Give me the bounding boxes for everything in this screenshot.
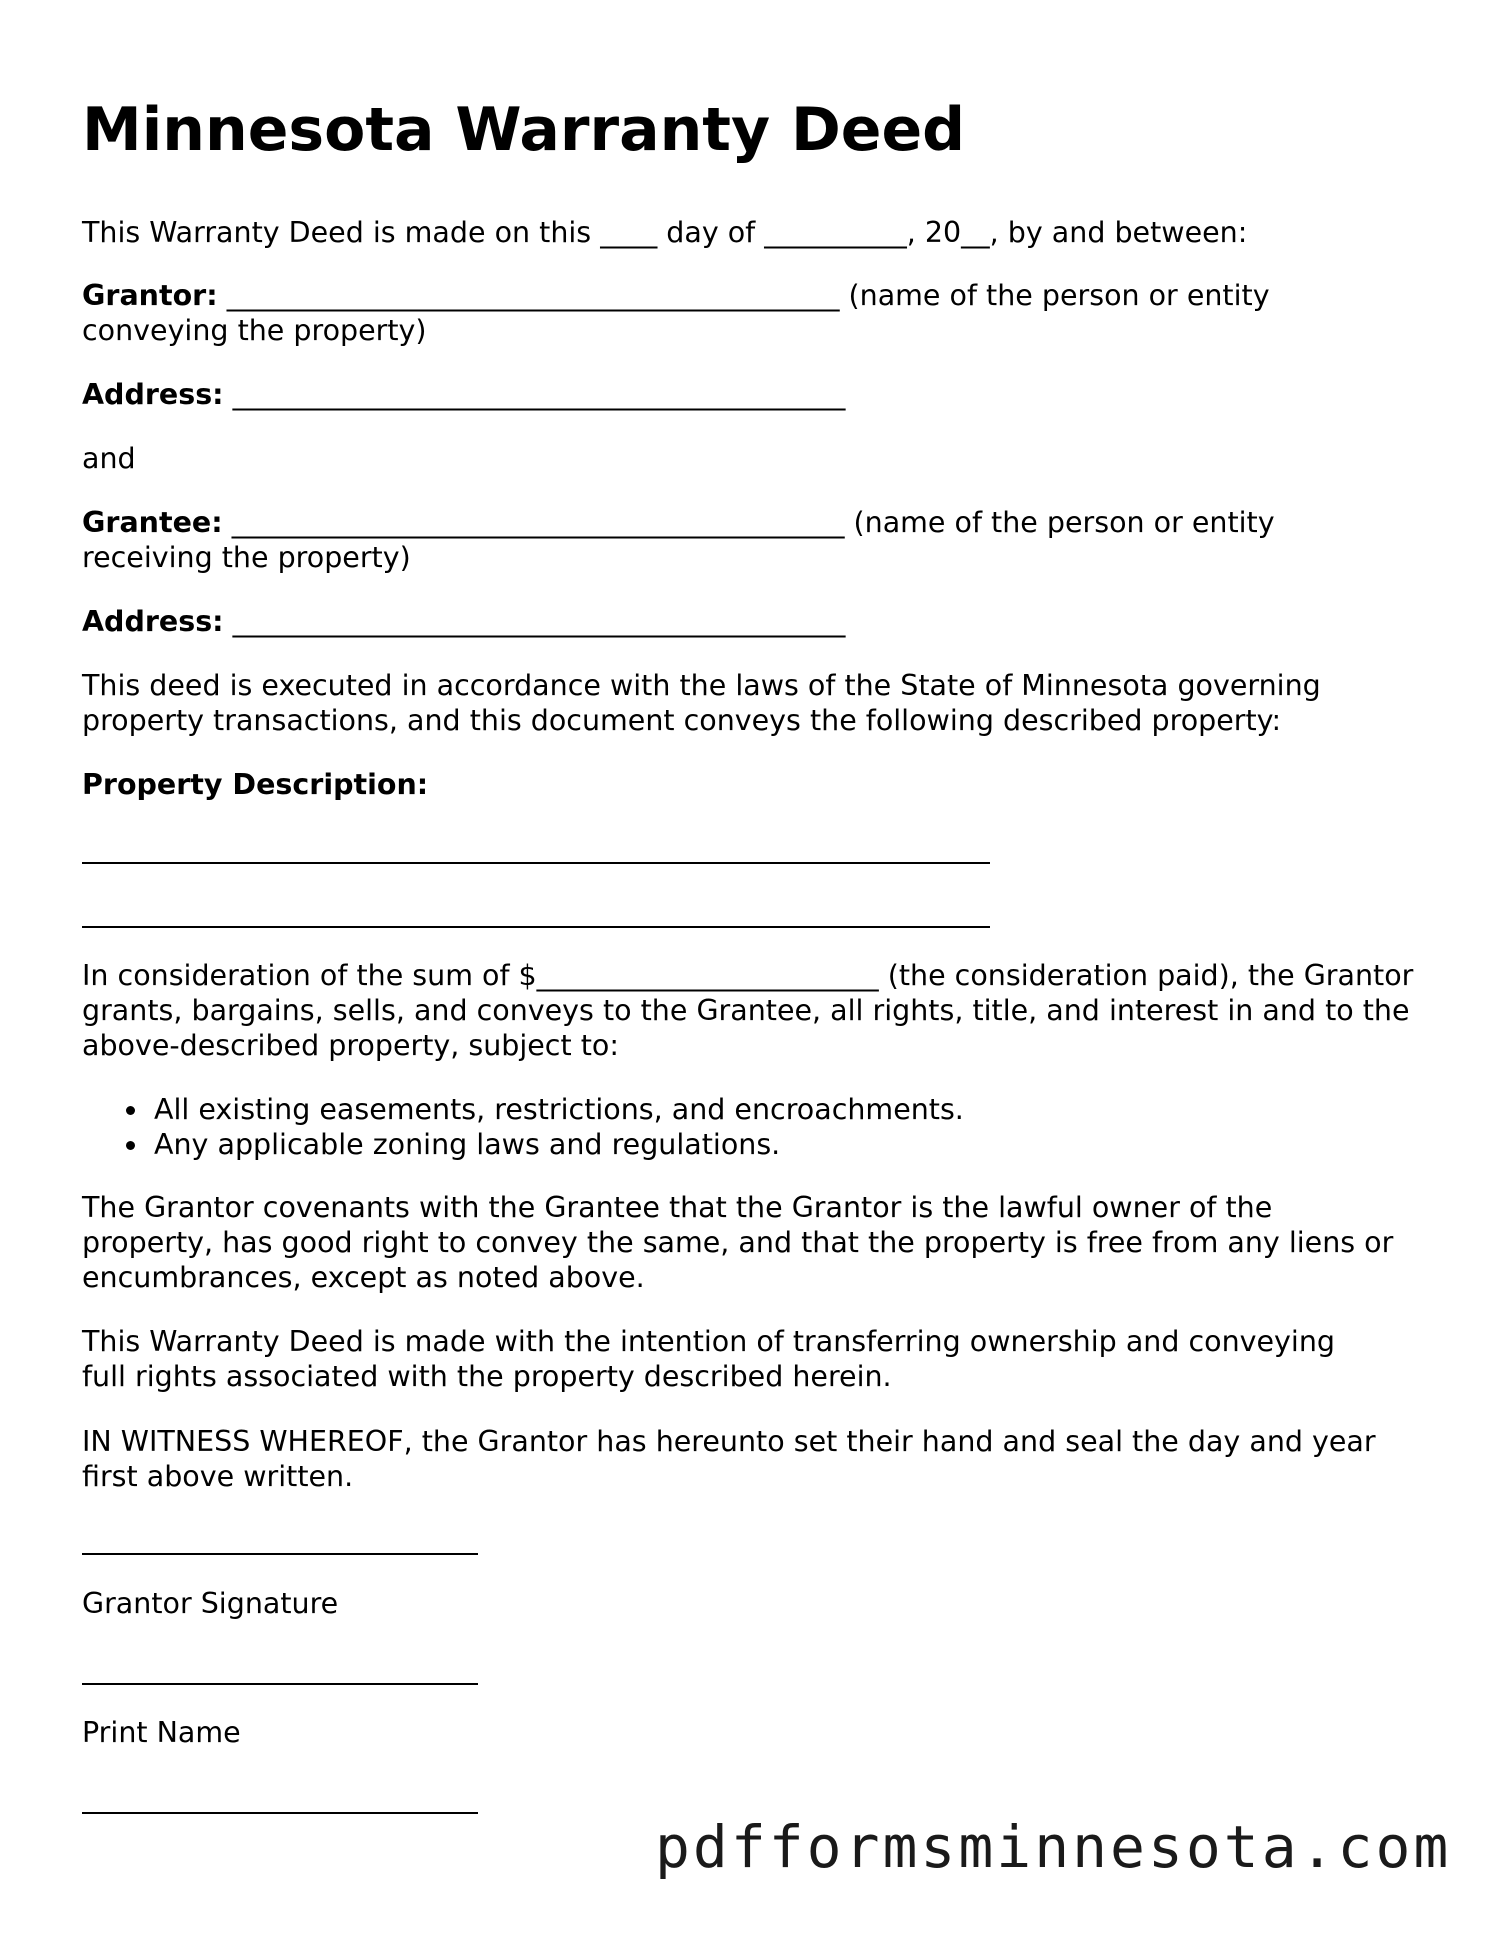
executed-paragraph: This deed is executed in accordance with the laws of the State of Minnesota governing property transactions, and this document conveys the following described property: [82,669,1330,737]
consideration-paragraph: In consideration of the sum of $________________________ (the consideration paid), the Grantor grants, bargains, sells, and conveys to the Grantee, all rights, title, and interest in and to the above-described property, subject to: [82,959,1423,1062]
grantor-address-line [82,377,1422,412]
bullet-icon [126,1106,135,1115]
subject-to-list [82,1092,964,1162]
intention-paragraph: This Warranty Deed is made with the intention of transferring ownership and conveying full rights associated with the property described herein. [82,1325,1345,1393]
grantee-address-text: ___________________________________________ [223,605,846,638]
grantee-address-label: Address: [82,605,224,638]
document-title: Minnesota Warranty Deed [82,95,966,165]
grantee-text: ___________________________________________ (name of the person or entity receiving the property) [82,506,1284,574]
list-item-text: All existing easements, restrictions, and encroachments. [154,1093,964,1126]
bullet-icon [126,1141,135,1150]
property-description-line-2 [82,926,990,928]
signature-date-line [82,1812,478,1814]
grantor-signature-label: Grantor Signature [82,1587,339,1620]
watermark: pdfformsminnesota.com [655,1813,1452,1881]
and-text: and [82,442,136,475]
grantor-address-label: Address: [82,378,224,411]
witness-paragraph: IN WITNESS WHEREOF, the Grantor has hereunto set their hand and seal the day and year first above written. [82,1425,1385,1493]
property-description-line-1 [82,862,990,864]
list-item-text: Any applicable zoning laws and regulations. [154,1128,781,1161]
intro-paragraph: This Warranty Deed is made on this ____ day of __________, 20__, by and between: [82,216,1248,249]
list-item [82,1092,964,1127]
grantee-line [82,505,1342,575]
grantor-address-text: ___________________________________________ [223,378,846,411]
grantor-signature-line [82,1553,478,1555]
grantor-text: ___________________________________________ (name of the person or entity conveying the property) [82,279,1279,347]
property-description-label: Property Description: [82,768,429,801]
print-name-line [82,1683,478,1685]
grantor-line [82,278,1342,348]
grantee-address-line [82,604,1422,639]
grantor-label: Grantor: [82,279,218,312]
covenant-paragraph: The Grantor covenants with the Grantee that the Grantor is the lawful owner of the property, has good right to convey the same, and that the property is free from any liens or encumbrances, except as noted above. [82,1191,1403,1294]
print-name-label: Print Name [82,1716,241,1749]
list-item [82,1127,964,1162]
grantee-label: Grantee: [82,506,223,539]
